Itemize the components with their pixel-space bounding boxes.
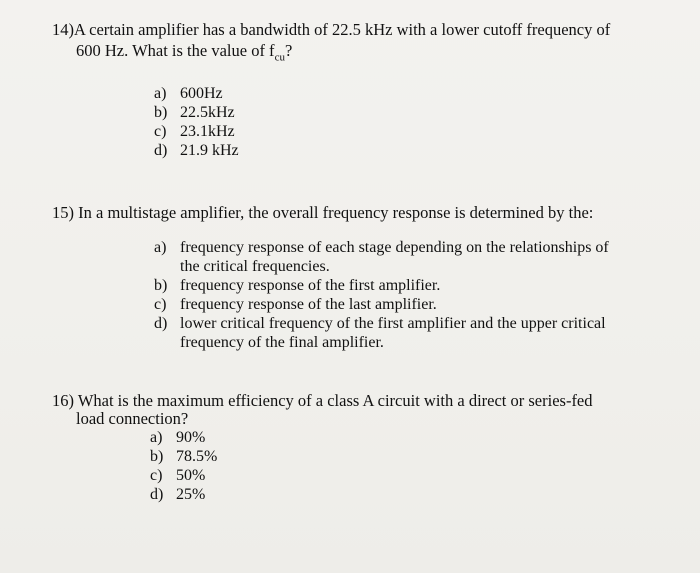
question-16-stem-line2 (76, 409, 188, 429)
option-letter: a) (154, 85, 167, 102)
option-letter: d) (154, 142, 168, 159)
option-text: 22.5kHz (180, 104, 235, 121)
option-letter: c) (150, 467, 163, 484)
options-list (154, 238, 609, 352)
question-number: 16) (52, 391, 74, 410)
question-text: In a multistage amplifier, the overall frequency response is determined by the: (78, 203, 594, 222)
option-text: frequency response of the first amplifier. (180, 277, 441, 294)
question-text: ? (284, 41, 293, 60)
option-text: frequency response of the last amplifier. (180, 296, 437, 313)
options-list (150, 428, 217, 504)
question-14-stem-line2 (76, 41, 292, 67)
question-text: 600 Hz. What is the value of f (76, 41, 275, 60)
option-letter: b) (150, 448, 164, 465)
option-text-line1: lower critical frequency of the first amplifier and the upper critical (180, 315, 606, 332)
option-b[interactable] (154, 103, 239, 122)
option-letter: b) (154, 277, 168, 294)
question-15-stem-line1 (52, 203, 593, 223)
option-text: 78.5% (176, 448, 218, 465)
option-text: 50% (176, 467, 206, 484)
question-text: A certain amplifier has a bandwidth of 22.5 kHz with a lower cutoff frequency of (74, 20, 611, 39)
option-letter: c) (154, 123, 167, 140)
option-a[interactable] (150, 428, 217, 447)
option-d[interactable] (154, 314, 609, 352)
option-a[interactable] (154, 84, 239, 103)
option-text: 25% (176, 486, 206, 503)
option-letter: d) (154, 315, 168, 332)
option-c[interactable] (154, 122, 239, 141)
question-text: What is the maximum efficiency of a class A circuit with a direct or series-fed (77, 391, 593, 410)
option-b[interactable] (154, 276, 609, 295)
option-text (180, 314, 606, 352)
option-c[interactable] (154, 295, 609, 314)
question-text: load connection? (76, 409, 189, 428)
question-14-stem-line1 (52, 20, 610, 40)
option-text: 23.1kHz (180, 123, 235, 140)
option-b[interactable] (150, 447, 217, 466)
question-number: 15) (52, 203, 74, 222)
option-text (180, 238, 609, 276)
question-number: 14) (52, 20, 74, 39)
option-text: 90% (176, 429, 206, 446)
option-text: 600Hz (180, 85, 223, 102)
question-16-stem-line1 (52, 391, 593, 411)
option-text-line2: the critical frequencies. (180, 258, 330, 275)
options-list (154, 84, 239, 160)
option-a[interactable] (154, 238, 609, 276)
option-text-line1: frequency response of each stage depending on the relationships of (180, 239, 609, 256)
option-letter: d) (150, 486, 164, 503)
option-d[interactable] (150, 485, 217, 504)
option-letter: c) (154, 296, 167, 313)
option-letter: b) (154, 104, 168, 121)
option-c[interactable] (150, 466, 217, 485)
option-text-line2: frequency of the final amplifier. (180, 334, 384, 351)
option-letter: a) (154, 239, 167, 256)
option-letter: a) (150, 429, 163, 446)
option-d[interactable] (154, 141, 239, 160)
option-text: 21.9 kHz (180, 142, 239, 159)
subscript: cu (274, 51, 285, 64)
